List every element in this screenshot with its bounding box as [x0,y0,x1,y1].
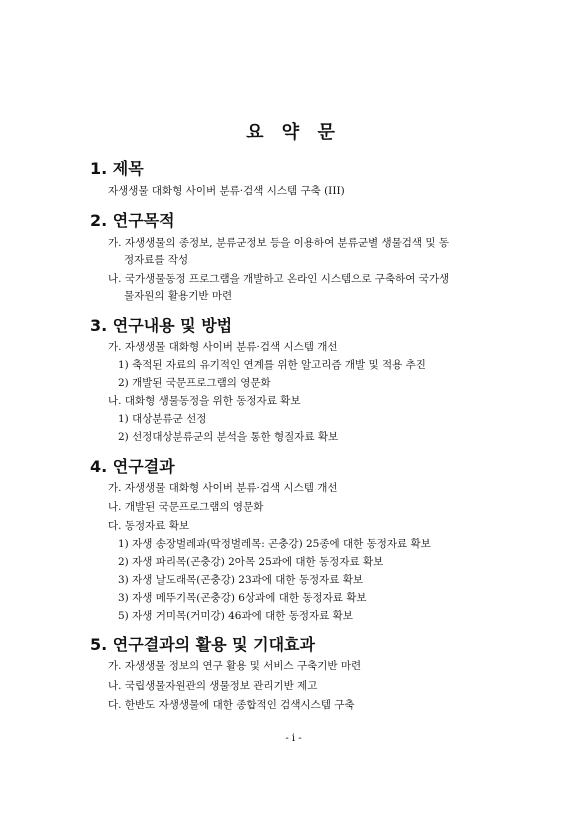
section-3-line: 1) 축적된 자료의 유기적인 연계를 위한 알고리즘 개발 및 적용 추진 [118,359,426,371]
section-4-line: 2) 자생 파리목(곤충강) 2아목 25과에 대한 동정자료 확보 [118,556,384,568]
section-3-line: 나. 대화형 생물동정을 위한 동정자료 확보 [108,395,301,407]
section-3-line: 1) 대상분류군 선정 [118,413,207,425]
section-5-line: 다. 한반도 자생생물에 대한 종합적인 검색시스템 구축 [108,699,355,711]
section-heading-methods: 3. 연구내용 및 방법 [90,316,233,335]
section-5-line: 가. 자생생물 정보의 연구 활용 및 서비스 구축기반 마련 [108,660,362,672]
section-4-line: 3) 자생 날도래목(곤충강) 23과에 대한 동정자료 확보 [118,574,364,586]
section-heading-applications: 5. 연구결과의 활용 및 기대효과 [90,635,315,654]
page-number: - i - [285,733,302,744]
section-3-line: 가. 자생생물 대화형 사이버 분류·검색 시스템 개선 [108,341,338,353]
section-2-line: 나. 국가생물동정 프로그램을 개발하고 온라인 시스템으로 구축하여 국가생 [108,273,450,285]
section-2-line: 물자원의 활용기반 마련 [124,290,233,302]
page-title: 요 약 문 [246,122,341,143]
section-4-line: 5) 자생 거미목(거미강) 46과에 대한 동정자료 확보 [118,610,353,622]
section-4-line: 나. 개발된 국문프로그램의 영문화 [108,501,264,513]
section-5-line: 나. 국립생물자원관의 생물정보 관리기반 제고 [108,680,318,692]
section-1-line: 자생생물 대화형 사이버 분류·검색 시스템 구축 (III) [108,185,345,197]
section-2-line: 가. 자생생물의 종정보, 분류군정보 등을 이용하여 분류군별 생물검색 및 동 [108,237,450,249]
section-heading-title: 1. 제목 [90,159,144,178]
section-4-line: 가. 자생생물 대화형 사이버 분류·검색 시스템 개선 [108,482,338,494]
section-4-line: 1) 자생 송장벌레과(딱정벌레목: 곤충강) 25종에 대한 동정자료 확보 [118,538,431,550]
section-4-line: 다. 동정자료 확보 [108,520,190,532]
section-heading-results: 4. 연구결과 [90,457,175,476]
section-heading-purpose: 2. 연구목적 [90,211,175,230]
section-3-line: 2) 선정대상분류군의 분석을 통한 형질자료 확보 [118,431,339,443]
section-2-line: 정자료를 작성 [124,254,189,266]
section-4-line: 3) 자생 메뚜기목(곤충강) 6상과에 대한 동정자료 확보 [118,592,367,604]
section-3-line: 2) 개발된 국문프로그램의 영문화 [118,377,271,389]
